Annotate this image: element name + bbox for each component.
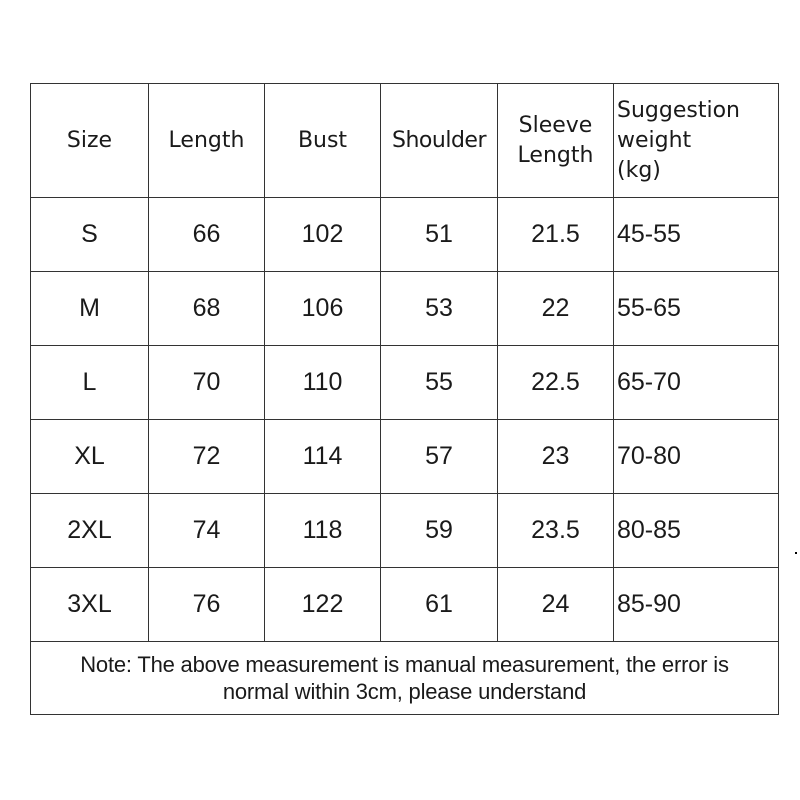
table-row — [31, 272, 779, 346]
cell-size: L — [31, 346, 149, 420]
cell-sleeve-length: 24 — [498, 568, 614, 642]
cell-bust: 118 — [265, 494, 381, 568]
header-row — [31, 84, 779, 198]
header-suggestion-weight: Suggestion weight (kg) — [614, 84, 779, 198]
stray-dot-mark — [795, 552, 797, 554]
cell-bust: 102 — [265, 198, 381, 272]
cell-sleeve-length: 22.5 — [498, 346, 614, 420]
table-row — [31, 420, 779, 494]
header-size: Size — [31, 84, 149, 198]
cell-size: XL — [31, 420, 149, 494]
cell-length: 66 — [149, 198, 265, 272]
cell-shoulder: 59 — [381, 494, 498, 568]
cell-size: S — [31, 198, 149, 272]
measurement-note: Note: The above measurement is manual measurement, the error is normal within 3cm, please understand — [31, 642, 779, 715]
table-row — [31, 494, 779, 568]
cell-length: 74 — [149, 494, 265, 568]
table-row — [31, 568, 779, 642]
cell-length: 70 — [149, 346, 265, 420]
cell-length: 68 — [149, 272, 265, 346]
cell-shoulder: 51 — [381, 198, 498, 272]
cell-suggestion-weight: 80-85 — [614, 494, 779, 568]
cell-bust: 110 — [265, 346, 381, 420]
cell-size: 2XL — [31, 494, 149, 568]
header-sleeve-length: Sleeve Length — [498, 84, 614, 198]
table-row — [31, 198, 779, 272]
cell-bust: 122 — [265, 568, 381, 642]
cell-suggestion-weight: 45-55 — [614, 198, 779, 272]
cell-bust: 106 — [265, 272, 381, 346]
cell-suggestion-weight: 70-80 — [614, 420, 779, 494]
cell-size: M — [31, 272, 149, 346]
cell-suggestion-weight: 85-90 — [614, 568, 779, 642]
cell-bust: 114 — [265, 420, 381, 494]
cell-shoulder: 57 — [381, 420, 498, 494]
cell-sleeve-length: 23 — [498, 420, 614, 494]
cell-suggestion-weight: 65-70 — [614, 346, 779, 420]
header-shoulder: Shoulder — [381, 84, 498, 198]
note-row — [31, 642, 779, 715]
header-bust: Bust — [265, 84, 381, 198]
header-length: Length — [149, 84, 265, 198]
cell-sleeve-length: 22 — [498, 272, 614, 346]
cell-sleeve-length: 21.5 — [498, 198, 614, 272]
size-chart-table — [30, 83, 779, 715]
table-row — [31, 346, 779, 420]
cell-shoulder: 55 — [381, 346, 498, 420]
cell-length: 76 — [149, 568, 265, 642]
cell-suggestion-weight: 55-65 — [614, 272, 779, 346]
cell-size: 3XL — [31, 568, 149, 642]
cell-shoulder: 53 — [381, 272, 498, 346]
cell-sleeve-length: 23.5 — [498, 494, 614, 568]
cell-length: 72 — [149, 420, 265, 494]
cell-shoulder: 61 — [381, 568, 498, 642]
